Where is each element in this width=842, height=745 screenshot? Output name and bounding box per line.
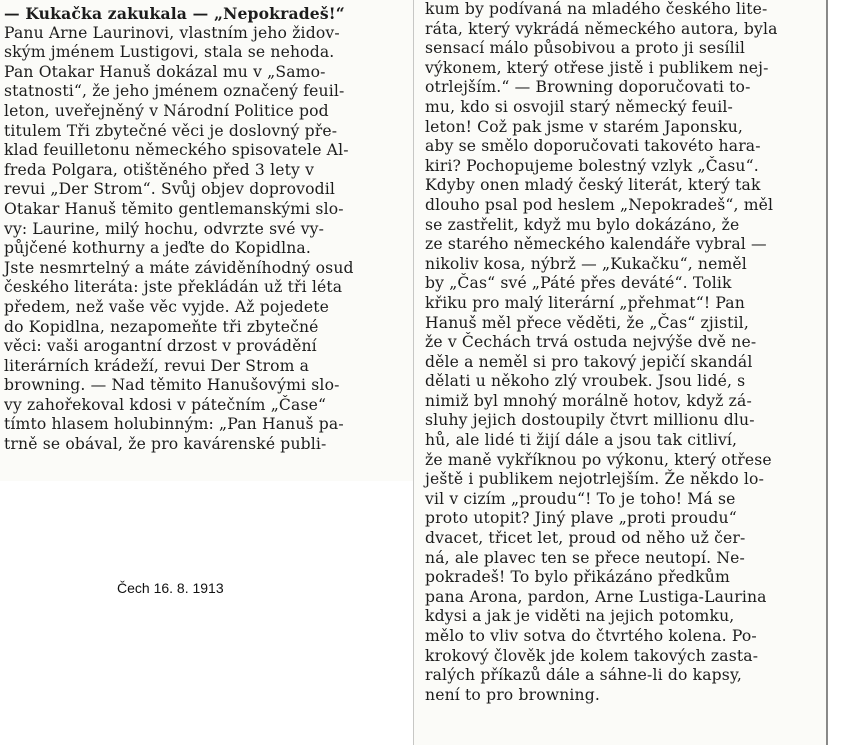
text-line: nimiž byl mnohý morálně hotov, když zá- [425,391,752,410]
text-line: proto utopit? Jiný plave „proti proudu“ [425,509,737,528]
text-line: kdysi a jak je viděti na jejich potomku, [425,607,735,626]
text-line: dlouho psal pod heslem „Nepokradeš“, měl [425,195,774,214]
text-line: předem, než vaše věc vyjde. Až pojedete [4,297,330,316]
text-line: že v Čechách trvá ostuda nejvýše dvě ne- [425,333,757,352]
text-line: není to pro browning. [425,685,600,704]
text-line: Otakar Hanuš těmito gentlemanskými slo- [4,199,344,218]
text-line: vil v cizím „proudu“! To je toho! Má se [425,489,736,508]
text-line: Hanuš měl přece věděti, že „Čas“ zjistil, [425,313,749,332]
text-line: dvacet, třicet let, proud od něho už čer- [425,529,746,548]
text-line: tímto hlasem holubinným: „Pan Hanuš pa- [4,415,344,434]
text-line: českého literáta: jste překládán už tři léta [4,278,343,297]
text-line: kum by podívaná na mladého českého lite- [425,0,768,18]
text-line: krokový člověk jde kolem takových zasta- [425,646,759,665]
text-line: věci: vaši arogantní drzost v provádění [4,337,317,356]
text-line: ná, ale plavec ten se přece neutopí. Ne- [425,548,745,567]
text-line: ještě i publikem nejotrlejším. Že někdo lo- [425,470,764,489]
article-heading: — Kukačka zakukala — „Nepokradeš!“ [4,4,345,23]
text-line: klad feuilletonu německého spisovatele Al- [4,141,349,160]
text-line: mělo to vliv sotva do čtvrtého kolena. Po- [425,627,757,645]
text-line: ze starého německého kalendáře vybral — [425,235,767,254]
clipping-edge [826,0,828,745]
text-line: leton, uveřejněný v Národní Politice pod [4,101,329,120]
text-line: nikoliv kosa, nýbrž — „Kukačku“, neměl [425,254,747,273]
text-line: dělati u někoho zlý vroubek. Jsou lidé, s [425,372,746,391]
text-line: literárních krádeží, revui Der Strom a [4,356,310,375]
text-line: trně se obával, že pro kavárenské publi- [4,435,327,454]
text-line: hů, ale lidé ti žijí dále a jsou tak citliví, [425,431,738,450]
text-line: vy: Laurine, milý hochu, odvrzte své vy- [4,219,325,238]
text-line: pokradeš! To bylo přikázáno předkům [425,568,730,587]
source-caption: Čech 16. 8. 1913 [117,580,224,596]
text-line: výkonem, který otřese jistě i publikem nej- [425,58,769,77]
text-line: statnosti“, že jeho jménem označený feuil- [4,82,345,101]
text-line: se zastřelit, když mu bylo dokázáno, že [425,215,740,234]
left-clipping [0,0,414,481]
right-column-text [425,0,821,705]
text-line: křiku pro malý literární „přehmat“! Pan [425,293,745,312]
text-line: vy zahořekoval kdosi v pátečním „Čase“ [4,395,327,414]
text-line: sensací málo působivou a proto ji sesílil [425,39,746,58]
text-line: revui „Der Strom“. Svůj objev doprovodil [4,180,336,199]
text-line: freda Polgara, otištěného před 3 lety v [4,160,315,179]
text-line: Jste nesmrtelný a máte záviděníhodný osud [4,258,354,277]
text-line: titulem Tři zbytečné věci je doslovný pře- [4,121,338,140]
text-line: mu, kdo si osvojil starý německý feuil- [425,97,733,116]
text-line: pana Arona, pardon, Arne Lustiga-Laurina [425,587,767,606]
left-column-text [4,24,409,455]
text-line: Kdyby onen mladý český literát, který tak [425,176,761,195]
text-line: leton! Což pak jsme v starém Japonsku, [425,117,743,136]
text-line: by „Čas“ své „Páté přes deváté“. Tolik [425,274,732,293]
text-line: Panu Arne Laurinovi, vlastním jeho židov- [4,23,340,42]
text-line: děle a neměl si pro takový jepičí skandál [425,352,753,371]
clipping-edge [413,0,414,745]
text-line: sluhy jejich dostoupily čtvrt millionu dlu- [425,411,755,430]
text-line: že maně vykříknou po výkonu, který otřese [425,450,772,469]
text-line: Pan Otakar Hanuš dokázal mu v „Samo- [4,62,326,81]
text-line: otrlejším.“ — Browning doporučovati to- [425,78,751,97]
text-line: ským jménem Lustigovi, stala se nehoda. [4,43,335,62]
text-line: půjčené kothurny a jeďte do Kopidlna. [4,239,311,258]
text-line: ráta, který vykrádá německého autora, byla [425,19,778,38]
text-line: do Kopidlna, nezapomeňte tři zbytečné [4,317,319,336]
text-line: ralých příkazů dále a sáhne-li do kapsy, [425,666,742,685]
text-line: kiri? Pochopujeme bolestný vzlyk „Času“. [425,156,759,175]
right-clipping [413,0,827,745]
text-line: aby se smělo doporučovati takovéto hara- [425,137,761,156]
text-line: browning. — Nad těmito Hanušovými slo- [4,376,340,395]
